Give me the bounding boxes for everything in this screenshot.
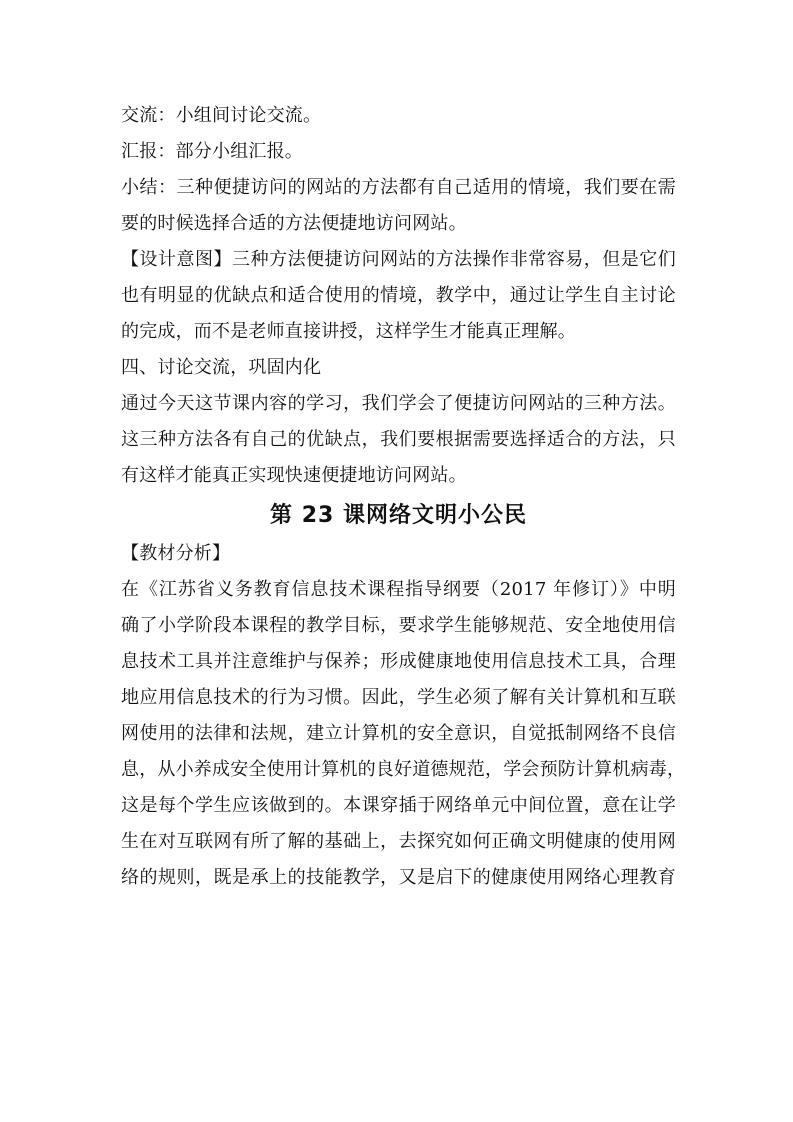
document-page bbox=[121, 98, 686, 896]
conclusion-line: 通过今天这节课内容的学习，我们学会了便捷访问网站的三种方法。 bbox=[121, 393, 676, 414]
design-intent-line: 【设计意图】三种方法便捷访问网站的方法操作非常容易，但是它们 bbox=[121, 249, 676, 270]
section-four-heading: 四、讨论交流，巩固内化 bbox=[121, 357, 322, 378]
analysis-line: 确了小学阶段本课程的教学目标，要求学生能够规范、安全地使用信 bbox=[121, 615, 676, 636]
summary-line: 小结：三种便捷访问的网站的方法都有自己适用的情境，我们要在需 bbox=[121, 177, 676, 198]
analysis-line: 在《江苏省义务教育信息技术课程指导纲要（2017 年修订）》中明 bbox=[121, 579, 676, 600]
analysis-line: 生在对互联网有所了解的基础上，去探究如何正确文明健康的使用网 bbox=[121, 831, 676, 852]
report-line: 汇报：部分小组汇报。 bbox=[121, 141, 303, 162]
analysis-heading: 【教材分析】 bbox=[121, 543, 231, 564]
analysis-line: 络的规则，既是承上的技能教学，又是启下的健康使用网络心理教育 bbox=[121, 867, 676, 888]
design-intent-line: 的完成，而不是老师直接讲授，这样学生才能真正理解。 bbox=[121, 321, 576, 342]
analysis-line: 网使用的法律和法规，建立计算机的安全意识，自觉抵制网络不良信 bbox=[121, 723, 676, 744]
analysis-line: 息，从小养成安全使用计算机的良好道德规范，学会预防计算机病毒， bbox=[121, 759, 686, 780]
lesson-title: 第 23 课网络文明小公民 bbox=[270, 503, 527, 528]
conclusion-line: 这三种方法各有自己的优缺点，我们要根据需要选择适合的方法，只 bbox=[121, 429, 676, 450]
exchange-line: 交流：小组间讨论交流。 bbox=[121, 105, 322, 126]
analysis-line: 这是每个学生应该做到的。本课穿插于网络单元中间位置，意在让学 bbox=[121, 795, 676, 816]
summary-line: 要的时候选择合适的方法便捷地访问网站。 bbox=[121, 213, 467, 234]
analysis-line: 息技术工具并注意维护与保养；形成健康地使用信息技术工具，合理 bbox=[121, 651, 676, 672]
analysis-line: 地应用信息技术的行为习惯。因此，学生必须了解有关计算机和互联 bbox=[121, 687, 676, 708]
design-intent-line: 也有明显的优缺点和适合使用的情境，教学中，通过让学生自主讨论 bbox=[121, 285, 676, 306]
conclusion-line: 有这样才能真正实现快速便捷地访问网站。 bbox=[121, 465, 467, 486]
